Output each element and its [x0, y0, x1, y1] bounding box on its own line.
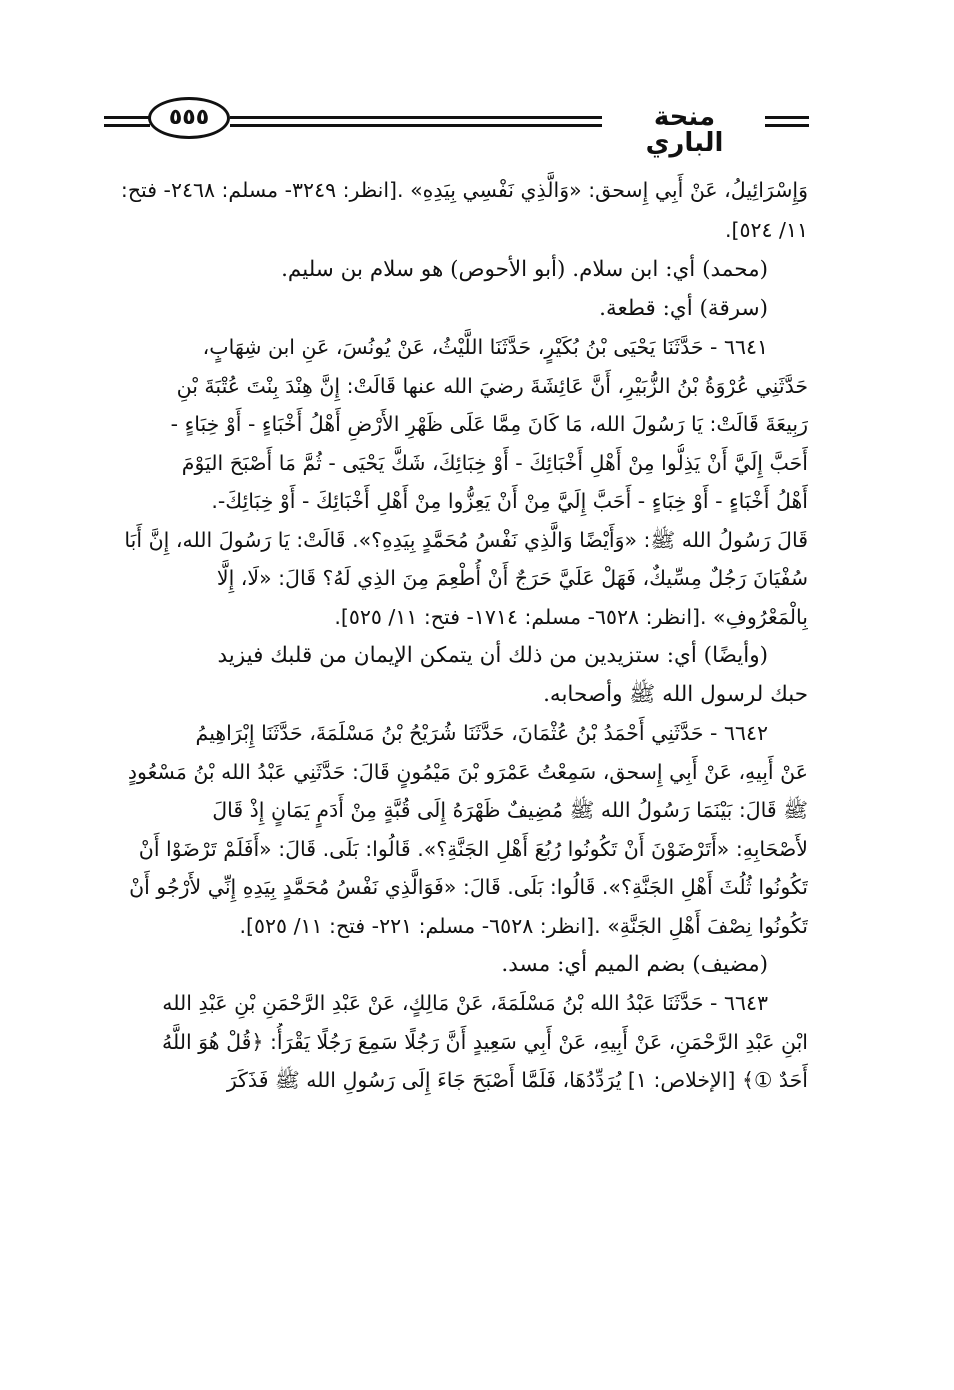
book-title: منحة الباري	[645, 102, 724, 158]
commentary-line: (وأيضًا) أي: ستزيدين من ذلك أن يتمكن الإيمان من قلبك فيزيد	[217, 643, 768, 668]
hadith-line: ٦٦٤١ - حَدَّثَنَا يَحْيَى بْنُ بُكَيْرٍ، حَدَّثَنَا اللَّيْثُ، عَنْ يُونُسَ، عَنِ ابن شِهَابٍ،	[202, 335, 768, 359]
hadith-line: ابْنِ عَبْدِ الرَّحْمَنِ، عَنْ أَبِيهِ، عَنْ أَبِي سَعِيدٍ أَنَّ رَجُلًا سَمِعَ رَجُلًا يَقْرَأُ: ﴿قُلْ هُوَ اللَّهُ	[161, 1029, 808, 1054]
hadith-line: قَالَ رَسُولُ الله ﷺ: «وَأَيْضًا وَالَّذِي نَفْسُ مُحَمَّدٍ بِيَدِهِ؟». قَالَتْ: يَا رَسُولَ الله، إِنَّ أَبَا	[124, 527, 808, 552]
hadith-line: لأَصْحَابِهِ: «أَتَرْضَوْنَ أَنْ تَكُونُوا رُبُعَ أَهْلِ الجَنَّةِ؟». قَالُوا: بَلَى. قَالَ: «أَفَلَمْ تَرْضَوْا أَنْ	[138, 836, 808, 861]
commentary-line: (محمد) أي: ابن سلام. (أبو الأحوص) هو سلام بن سليم.	[281, 257, 768, 282]
commentary-line: حبك لرسول الله ﷺ وأصحابه.	[543, 682, 808, 707]
hadith-line: تَكُونُوا نِصْفَ أَهْلِ الجَنَّةِ» .[انظر: ٦٥٢٨- مسلم: ٢٢١- فتح: ١١/ ٥٢٥].	[239, 913, 808, 938]
hadith-6641	[102, 328, 808, 636]
hadith-6642	[102, 714, 808, 945]
hadith-line: أَحَبَّ إِلَيَّ أَنْ يَذِلُّوا مِنْ أَهْلِ أَخْبَائِكَ - أَوْ خِبَائِكَ، شَكَّ يَحْيَى - ثُمَّ مَا أَصْبَحَ اليَوْمَ	[181, 450, 808, 475]
commentary-block	[102, 945, 808, 984]
commentary-line: (مضيف) بضم الميم أي: مسد.	[501, 952, 768, 977]
hadith-line: ٦٦٤٢ - حَدَّثَنِي أَحْمَدُ بْنُ عُثْمَانَ، حَدَّثَنَا شُرَيْحُ بْنُ مَسْلَمَةَ، حَدَّثَنَا إِبْرَاهِيمُ	[195, 721, 768, 745]
commentary-block	[102, 636, 808, 714]
commentary-line: (سرقة) أي: قطعة.	[599, 296, 768, 321]
hadith-line: عَنْ أَبِيهِ، عَنْ أَبِي إِسحق، سَمِعْتُ عَمْرَو بْنَ مَيْمُونٍ قَالَ: حَدَّثَنِي عَبْدُ الله بْنُ مَسْعُودٍ	[127, 759, 808, 784]
hadith-line: أَهْلُ أَخْبَاءٍ - أَوْ خِبَاءٍ - أَحَبَّ إِلَيَّ مِنْ أَنْ يَعِزُّوا مِنْ أَهْلِ أَخْبَائِكَ - أَوْ خِبَائِكَ-.	[211, 489, 808, 513]
hadith-line: رَبِيعَةَ قَالَتْ: يَا رَسُولَ الله، مَا كَانَ مِمَّا عَلَى ظَهْرِ الأَرْضِ أَهْلُ أَخْبَاءٍ - أَوْ خِبَاءٍ -	[170, 412, 808, 436]
page-number: ٥٥٥	[168, 105, 210, 130]
hadith-line: سُفْيَانَ رَجُلٌ مِسِّيكٌ، فَهَلْ عَلَيَّ حَرَجٌ أَنْ أُطْعِمَ مِنَ الذِي لَهُ؟ قَالَ: «لَا، إِلَّا	[216, 566, 808, 590]
header-rule-right-bottom	[765, 124, 809, 127]
header-rule-middle-bottom	[230, 124, 602, 127]
header-rule-left-bottom	[104, 124, 150, 127]
hadith-line: أَحَدٌ ①﴾ [الإخلاص: ١] يُرَدِّدُهَا، فَلَمَّا أَصْبَحَ جَاءَ إِلَى رَسُولِ الله ﷺ فَذَكَرَ	[226, 1068, 808, 1092]
header-rule-left-top	[104, 116, 150, 119]
hadith-line: تَكُونُوا ثُلُثَ أَهْلِ الجَنَّةِ؟». قَالُوا: بَلَى. قَالَ: «فَوَالَّذِي نَفْسُ مُحَمَّدٍ بِيَدِهِ إِنِّي لأَرْجُو أَنْ	[129, 875, 808, 899]
hadith-line: حَدَّثَنِي عُرْوَةُ بْنُ الزُّبَيْرِ، أَنَّ عَائِشَةَ رضيَ الله عنها قَالَتْ: إِنَّ هِنْدَ بِنْتَ عُتْبَةَ بْنِ	[176, 373, 808, 398]
hadith-line: ٦٦٤٣ - حَدَّثَنَا عَبْدُ الله بْنُ مَسْلَمَةَ، عَنْ مَالِكٍ، عَنْ عَبْدِ الرَّحْمَنِ بْنِ عَبْدِ الله	[162, 991, 768, 1015]
header-rule-right-top	[765, 116, 809, 119]
hadith-line: بِالْمَعْرُوفِ» .[انظر: ٦٥٢٨- مسلم: ١٧١٤- فتح: ١١/ ٥٢٥].	[334, 604, 808, 629]
commentary-block	[102, 250, 808, 328]
page-body	[102, 170, 808, 1100]
header-rule-middle-top	[230, 116, 602, 119]
hadith-continuation	[102, 170, 808, 250]
page-number-badge	[148, 97, 230, 139]
text-line: ١١/ ٥٢٤].	[724, 218, 808, 242]
text-line: وَإِسْرَائِيلُ، عَنْ أَبِي إِسحق: «وَالَّذِي نَفْسِي بِيَدِهِ» .[انظر: ٣٢٤٩- مسلم: ٢٤٦٨- فتح:	[120, 178, 808, 202]
hadith-line: ﷺ قَالَ: بَيْنَمَا رَسُولُ الله ﷺ مُضِيفٌ ظَهْرَهُ إِلَى قُبَّةٍ مِنْ أَدَمٍ يَمَانٍ إِذْ قَالَ	[212, 798, 808, 822]
hadith-6643	[102, 984, 808, 1100]
